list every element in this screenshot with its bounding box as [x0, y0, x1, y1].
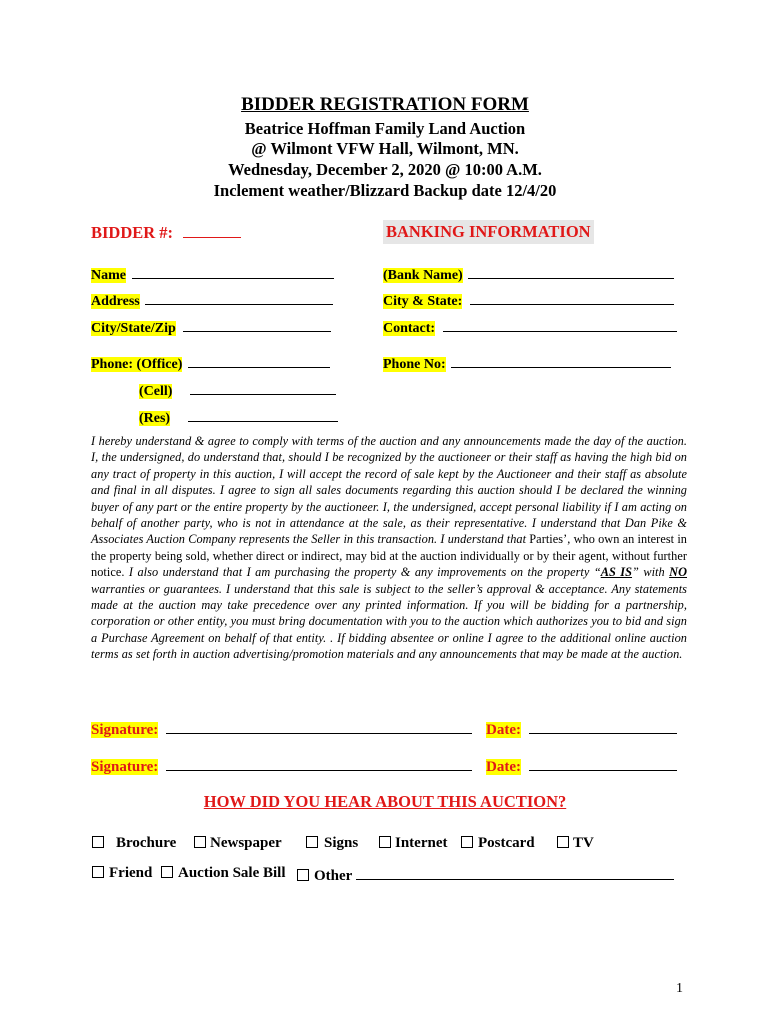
- banking-heading: BANKING INFORMATION: [383, 220, 594, 244]
- bidder-number-label: BIDDER #:: [91, 223, 174, 242]
- terms-part-2: Parties’, who own an interest in the property being sold, whether direct or indirect, may bid at the auction individually or by their agent, without further notice.: [91, 532, 688, 580]
- date-field-2[interactable]: [529, 756, 677, 771]
- option-friend[interactable]: Friend: [92, 865, 152, 882]
- cell-label: (Cell): [139, 384, 173, 399]
- terms-part-3: I also understand that I am purchasing the property & any improvements on the property “: [128, 565, 601, 580]
- bank-name-label: (Bank Name): [383, 268, 463, 283]
- city-state-label: City & State:: [383, 294, 463, 309]
- signature-field-1[interactable]: [166, 719, 472, 734]
- res-label: (Res): [139, 411, 171, 426]
- bidder-number-field[interactable]: [183, 223, 241, 238]
- terms-part-1: I hereby understand & agree to comply with terms of the auction and any announcements made the day of the auction. I, the undersigned, do understand that, should I be recognized by the auctioneer or their staff as having the high bid on any tract of property in this auction, I will accept the record of sale kept by the Auctioneer and their staff as absolute and final in all disputes. I agree to sign all sales documents regarding this auction should I be declared the winning buyer of any part or the entire property by the auctioneer. I, the undersigned, accept personal liability if I am acting on behalf of another party, who is not in attendance at the sale, as their representative. I understand that Dan Pike & Associates Auction Company represents the Seller in this transaction. I understand that: [91, 434, 687, 547]
- auction-location: @ Wilmont VFW Hall, Wilmont, MN.: [251, 139, 519, 158]
- cell-row: [139, 380, 336, 400]
- option-newspaper[interactable]: Newspaper: [194, 835, 282, 852]
- as-is-text: AS IS: [600, 565, 633, 580]
- address-field[interactable]: [145, 290, 333, 305]
- option-auction-sale-bill[interactable]: Auction Sale Bill: [161, 865, 286, 882]
- auction-name: Beatrice Hoffman Family Land Auction: [244, 119, 526, 138]
- city-state-row: [383, 290, 674, 310]
- cell-field[interactable]: [190, 380, 336, 395]
- option-other[interactable]: Other: [297, 865, 674, 885]
- survey-question: HOW DID YOU HEAR ABOUT THIS AUCTION?: [203, 792, 567, 811]
- contact-row: [383, 317, 677, 337]
- contact-field[interactable]: [443, 317, 677, 332]
- backup-date: Inclement weather/Blizzard Backup date 12/4/20: [213, 181, 557, 200]
- signature-row-1: [91, 719, 472, 739]
- checkbox-internet[interactable]: [379, 836, 391, 848]
- date-label-1: Date:: [486, 722, 521, 738]
- checkbox-brochure[interactable]: [92, 836, 104, 848]
- checkbox-friend[interactable]: [92, 866, 104, 878]
- option-signs[interactable]: Signs: [306, 835, 358, 852]
- city-state-zip-label: City/State/Zip: [91, 321, 176, 336]
- other-field[interactable]: [356, 865, 674, 880]
- bank-name-field[interactable]: [468, 264, 674, 279]
- no-text: NO: [669, 565, 688, 580]
- date-label-2: Date:: [486, 759, 521, 775]
- date-field-1[interactable]: [529, 719, 677, 734]
- option-internet[interactable]: Internet: [379, 835, 448, 852]
- checkbox-auction-sale-bill[interactable]: [161, 866, 173, 878]
- option-postcard[interactable]: Postcard: [461, 835, 535, 852]
- terms-paragraph: [91, 433, 687, 663]
- checkbox-signs[interactable]: [306, 836, 318, 848]
- checkbox-newspaper[interactable]: [194, 836, 206, 848]
- phone-office-label: Phone: (Office): [91, 357, 183, 372]
- phone-office-row: [91, 353, 330, 373]
- phone-no-field[interactable]: [451, 353, 671, 368]
- auction-date: Wednesday, December 2, 2020 @ 10:00 A.M.: [228, 160, 542, 179]
- bidder-number: [91, 223, 241, 243]
- phone-no-row: [383, 353, 671, 373]
- signature-label-1: Signature:: [91, 722, 159, 738]
- signature-label-2: Signature:: [91, 759, 159, 775]
- res-row: [139, 407, 338, 427]
- name-field[interactable]: [132, 264, 334, 279]
- phone-no-label: Phone No:: [383, 357, 446, 372]
- option-tv[interactable]: TV: [557, 835, 594, 852]
- signature-row-2: [91, 756, 472, 776]
- form-title: BIDDER REGISTRATION FORM: [241, 94, 529, 115]
- terms-part-5: warranties or guarantees. I understand that this sale is subject to the seller’s approval & acceptance. Any statements made at the auction may take precedence over any printed information. If you will be bidding for a partnership, corporation or other entity, you must bring documentation with you to the auction which authorizes you to bid and sign a Purchase Agreement on behalf of that entity. . If bidding absentee or online I agree to the additional online auction terms as set forth in auction advertising/promotion materials and any announcements that may be made at the auction.: [91, 581, 687, 662]
- address-row: [91, 290, 333, 310]
- city-state-zip-row: [91, 317, 331, 337]
- checkbox-other[interactable]: [297, 869, 309, 881]
- terms-part-4: ” with: [632, 565, 665, 580]
- signature-field-2[interactable]: [166, 756, 472, 771]
- phone-office-field[interactable]: [188, 353, 330, 368]
- city-state-field[interactable]: [470, 290, 674, 305]
- option-brochure[interactable]: Brochure: [92, 835, 176, 852]
- date-row-1: [486, 719, 677, 739]
- city-state-zip-field[interactable]: [183, 317, 331, 332]
- name-row: [91, 264, 334, 284]
- contact-label: Contact:: [383, 321, 436, 336]
- bank-name-row: [383, 264, 674, 284]
- date-row-2: [486, 756, 677, 776]
- page-number: 1: [676, 981, 683, 996]
- name-label: Name: [91, 268, 126, 283]
- address-label: Address: [91, 294, 140, 309]
- checkbox-tv[interactable]: [557, 836, 569, 848]
- checkbox-postcard[interactable]: [461, 836, 473, 848]
- res-field[interactable]: [188, 407, 338, 422]
